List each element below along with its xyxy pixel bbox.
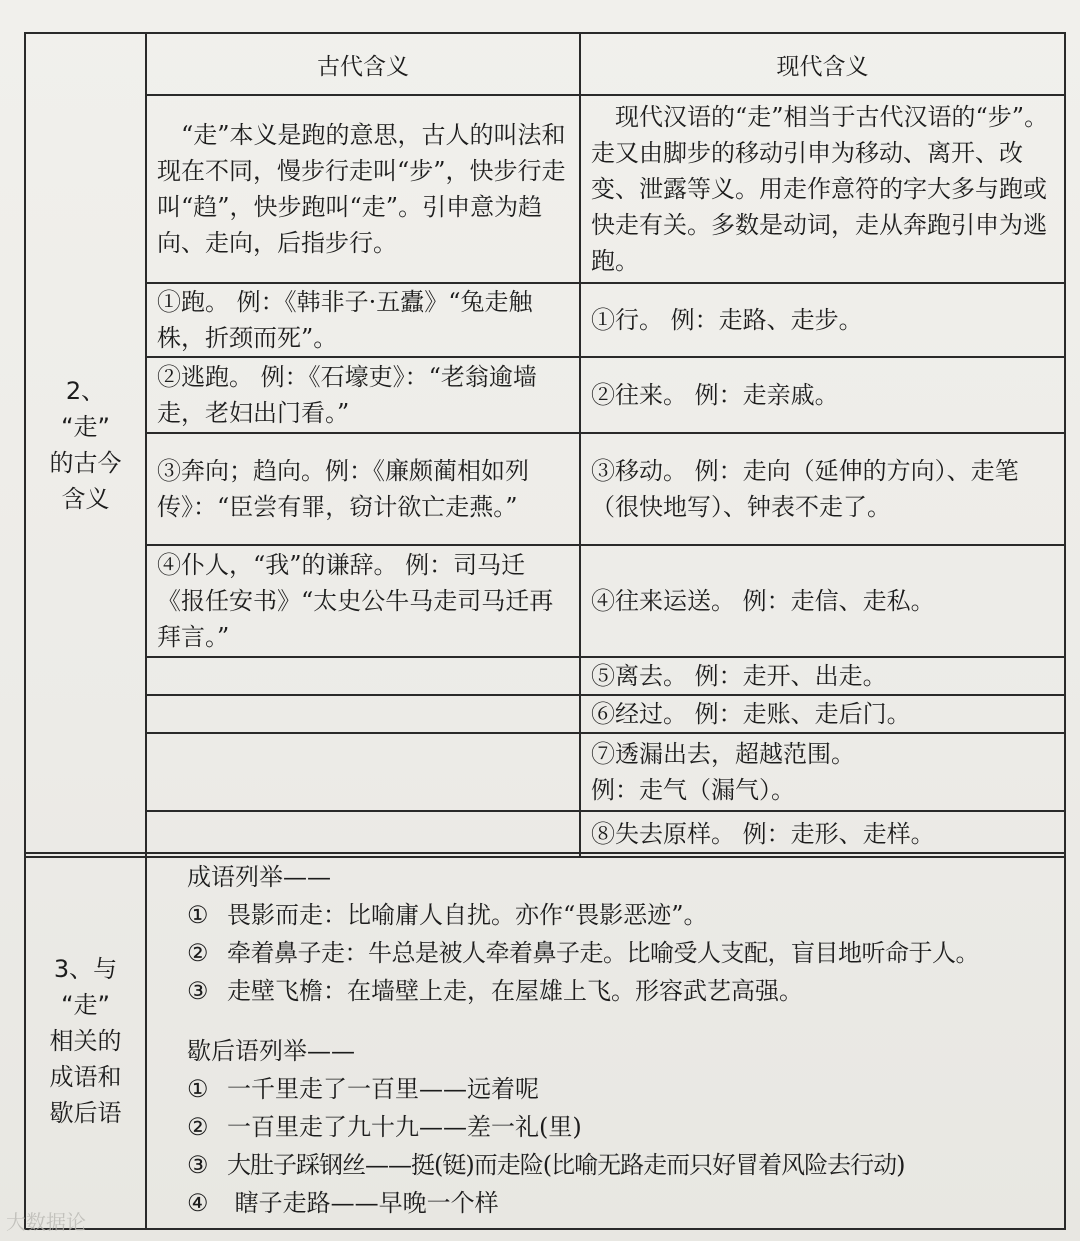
meaning-table: [24, 32, 1066, 858]
section2-label-line: “走”: [61, 413, 110, 441]
modern-item: ①行。 例：走路、走步。: [580, 283, 1065, 357]
ancient-item: ①跑。 例：《韩非子·五蠹》“兔走触株，折颈而死”。: [146, 283, 580, 357]
section3-label-line: 歇后语: [49, 1099, 122, 1127]
ancient-empty-cell: [146, 811, 580, 857]
section3-label-line: 成语和: [49, 1063, 122, 1091]
idiom-number: ①: [187, 901, 209, 929]
ancient-intro: “走”本义是跑的意思，古人的叫法和现在不同，慢步行走叫“步”，快步行走叫“趋”，快步跑叫“走”。引申意为趋向、走向，后指步行。: [146, 95, 580, 283]
ancient-empty-cell: [146, 733, 580, 811]
header-modern: 现代含义: [580, 33, 1065, 95]
ancient-item: ②逃跑。 例：《石壕吏》：“老翁逾墙走，老妇出门看。”: [146, 357, 580, 433]
section3-label: [25, 853, 146, 1229]
xiehouyu-number: ③: [187, 1151, 209, 1179]
modern-item: ⑧失去原样。 例：走形、走样。: [580, 811, 1065, 857]
idiom-number: ②: [187, 939, 209, 967]
idiom-text: 畏影而走：比喻庸人自扰。亦作“畏影恶迹”。: [227, 901, 708, 929]
ancient-item: ④仆人，“我”的谦辞。 例：司马迁《报任安书》“太史公牛马走司马迁再拜言。”: [146, 545, 580, 657]
modern-intro: 现代汉语的“走”相当于古代汉语的“步”。走又由脚步的移动引申为移动、离开、改变、泄露等义。用走作意符的字大多与跑或快走有关。多数是动词，走从奔跑引申为逃跑。: [580, 95, 1065, 283]
idiom-text: 牵着鼻子走：牛总是被人牵着鼻子走。比喻受人支配，盲目地听命于人。: [227, 939, 979, 967]
section2-label: [25, 33, 146, 857]
section3-label-line: 3、与: [53, 955, 118, 983]
xiehouyu-item: [187, 1184, 1044, 1222]
modern-item: ⑤离去。 例：走开、出走。: [580, 657, 1065, 695]
modern-item: ②往来。 例：走亲戚。: [580, 357, 1065, 433]
xiehouyu-text: 一百里走了九十九——差一礼(里): [227, 1113, 582, 1141]
modern-item: ⑥经过。 例：走账、走后门。: [580, 695, 1065, 733]
xiehouyu-title: 歇后语列举——: [187, 1037, 355, 1065]
idioms-title: 成语列举——: [187, 863, 331, 891]
xiehouyu-number: ④: [187, 1189, 209, 1217]
modern-item: ④往来运送。 例：走信、走私。: [580, 545, 1065, 657]
xiehouyu-item: [187, 1146, 1044, 1184]
section3-label-line: 相关的: [49, 1027, 122, 1055]
idiom-table: [24, 852, 1066, 1230]
xiehouyu-number: ①: [187, 1075, 209, 1103]
idiom-item: [187, 896, 1044, 934]
section2-label-line: 的古今: [49, 449, 122, 477]
idiom-item: [187, 972, 1044, 1010]
section3-label-line: “走”: [61, 991, 110, 1019]
xiehouyu-text: 一千里走了一百里——远着呢: [227, 1075, 539, 1103]
xiehouyu-item: [187, 1108, 1044, 1146]
xiehouyu-number: ②: [187, 1113, 209, 1141]
xiehouyu-item: [187, 1070, 1044, 1108]
xiehouyu-text: 瞎子走路——早晚一个样: [227, 1189, 499, 1217]
idiom-text: 走壁飞檐：在墙壁上走，在屋雄上飞。形容武艺高强。: [227, 977, 803, 1005]
ancient-item: ③奔向；趋向。例：《廉颇蔺相如列传》：“臣尝有罪，窃计欲亡走燕。”: [146, 433, 580, 545]
idiom-item: [187, 934, 1044, 972]
section2-label-line: 含义: [61, 485, 110, 513]
idiom-number: ③: [187, 977, 209, 1005]
watermark: 大数据论: [6, 1210, 86, 1234]
modern-item: ⑦透漏出去，超越范围。 例：走气（漏气）。: [580, 733, 1065, 811]
section2-label-line: 2、: [65, 377, 106, 405]
ancient-empty-cell: [146, 695, 580, 733]
idiom-list-cell: [146, 853, 1065, 1229]
xiehouyu-text: 大肚子踩钢丝——挺(铤)而走险(比喻无路走而只好冒着风险去行动): [227, 1151, 905, 1179]
header-ancient: 古代含义: [146, 33, 580, 95]
ancient-empty-cell: [146, 657, 580, 695]
modern-item: ③移动。 例：走向（延伸的方向）、走笔（很快地写）、钟表不走了。: [580, 433, 1065, 545]
